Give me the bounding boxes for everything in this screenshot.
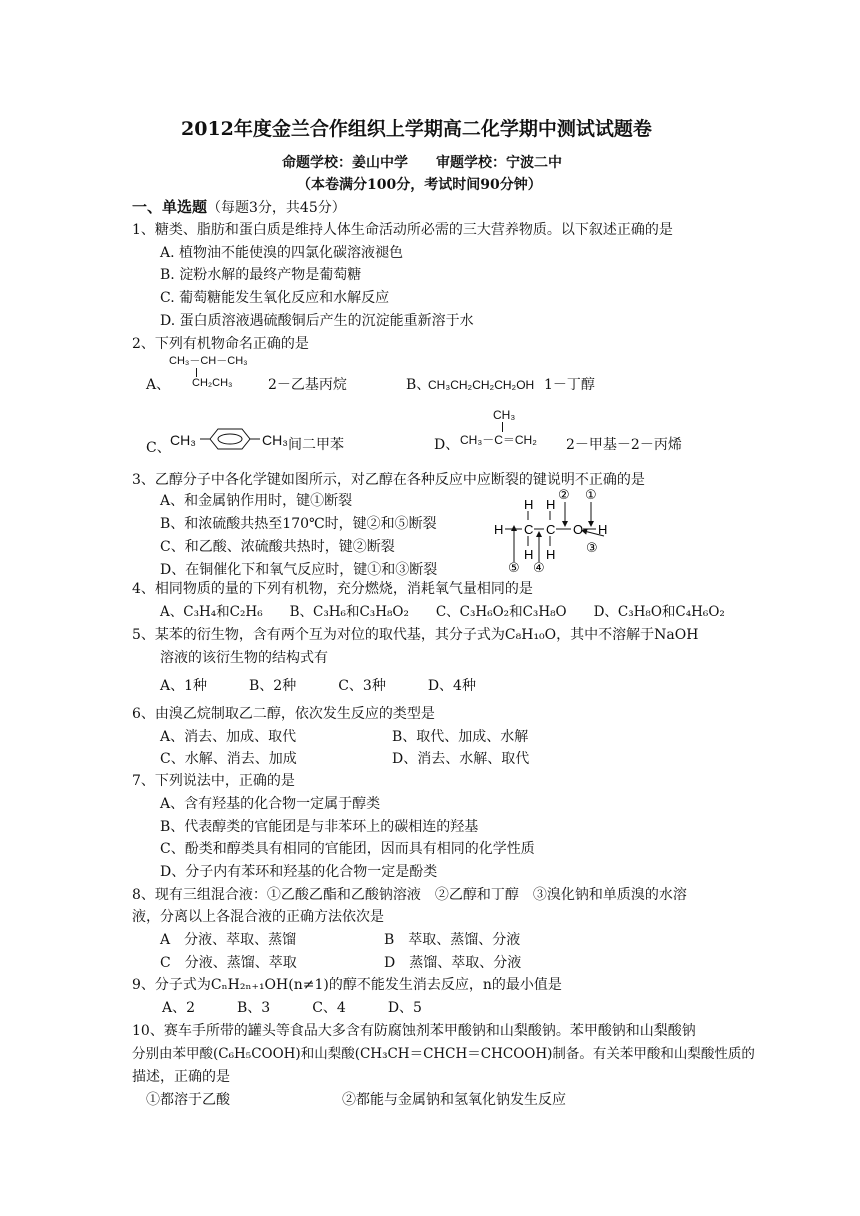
- q2-d-formula: CH₃－C＝CH₂: [460, 433, 537, 447]
- q8-stem-cont: 液，分离以上各混合液的正确方法依次是: [132, 909, 384, 925]
- q3-option-c: C、和乙酸、浓硫酸共热时，键②断裂: [160, 539, 395, 555]
- q8-option-d: D 蒸馏、萃取、分液: [384, 955, 522, 971]
- q8-option-a: A 分液、萃取、蒸馏: [160, 932, 297, 948]
- bond-number: ①: [585, 487, 597, 502]
- q10-stem: 10、赛车手所带的罐头等食品大多含有防腐蚀剂苯甲酸钠和山梨酸钠。苯甲酸钠和山梨酸钠: [132, 1023, 696, 1039]
- atom-c: C: [524, 522, 534, 537]
- q2-b-formula: CH₃CH₂CH₂CH₂OH: [428, 378, 535, 392]
- q2-a-branch-formula: CH₂CH₃: [192, 377, 233, 389]
- bond-number: ⑤: [508, 560, 520, 575]
- q3-option-d: D、在铜催化下和氧气反应时，键①和③断裂: [160, 562, 438, 578]
- section-title: 一、单选题: [132, 198, 208, 216]
- q10-stem-cont: 分别由苯甲酸(C₆H₅COOH)和山梨酸(CH₃CH＝CHCH＝CHCOOH)制备。有关苯甲酸和山梨酸性质的: [132, 1046, 755, 1062]
- atom-h: H: [494, 522, 504, 537]
- q2-d-name: 2－甲基－2－丙烯: [566, 437, 682, 453]
- benzene-ring-icon: [198, 426, 262, 452]
- q5-stem: 5、某苯的衍生物，含有两个互为对位的取代基，其分子式为C₈H₁₀O，其中不溶解于NaOH: [132, 627, 699, 643]
- q2-d-label: D、: [434, 437, 460, 453]
- q1-option-a: A. 植物油不能使溴的四氯化碳溶液褪色: [160, 245, 404, 261]
- q2-a-label: A、: [146, 377, 171, 393]
- q3-stem: 3、乙醇分子中各化学键如图所示，对乙醇在各种反应中应断裂的键说明不正确的是: [132, 472, 645, 488]
- q2-a-top-formula: CH₃－CH－CH₃: [169, 355, 248, 367]
- q7-stem: 7、下列说法中，正确的是: [132, 773, 295, 789]
- q2-c-name: 间二甲苯: [288, 437, 344, 453]
- q2-c-right-methyl: CH₃: [262, 432, 288, 448]
- q7-option-c: C、酚类和醇类具有相同的官能团，因而具有相同的化学性质: [160, 841, 535, 857]
- bond-number: ④: [533, 560, 545, 575]
- q1-option-d: D. 蛋白质溶液遇硫酸铜后产生的沉淀能重新溶于水: [160, 313, 474, 329]
- q2-a-branch-bond: [196, 368, 197, 377]
- atom-h: H: [598, 522, 608, 537]
- q1-stem: 1、糖类、脂肪和蛋白质是维持人体生命活动所必需的三大营养物质。以下叙述正确的是: [132, 222, 673, 238]
- q4-stem: 4、相同物质的量的下列有机物，充分燃烧，消耗氧气量相同的是: [132, 581, 533, 597]
- q7-option-b: B、代表醇类的官能团是与非苯环上的碳相连的羟基: [160, 819, 479, 835]
- q7-option-d: D、分子内有苯环和羟基的化合物一定是酚类: [160, 864, 438, 880]
- atom-o: O: [573, 522, 584, 537]
- q2-b-label: B、: [406, 377, 431, 393]
- section-note: （每题3分，共45分）: [207, 200, 346, 216]
- score-note: （本卷满分100分，考试时间90分钟）: [297, 177, 542, 193]
- q1-option-c: C. 葡萄糖能发生氧化反应和水解反应: [160, 290, 390, 306]
- q10-option-1: ①都溶于乙酸: [146, 1092, 230, 1108]
- q4-options: A、C₃H₄和C₂H₆ B、C₃H₆和C₃H₈O₂ C、C₃H₆O₂和C₃H₈O D、C₃H₈O和C₄H₆O₂: [160, 604, 725, 620]
- atom-h: H: [524, 497, 534, 512]
- ethanol-bond-diagram: [486, 484, 616, 576]
- bond-number: ②: [558, 487, 570, 502]
- q10-option-2: ②都能与金属钠和氢氧化钠发生反应: [342, 1092, 566, 1108]
- q7-option-a: A、含有羟基的化合物一定属于醇类: [160, 796, 381, 812]
- q2-d-methyl-bond: [502, 422, 503, 432]
- q8-option-b: B 萃取、蒸馏、分液: [384, 932, 521, 948]
- school-info: 命题学校：姜山中学 审题学校：宁波二中: [282, 155, 562, 171]
- q3-option-a: A、和金属钠作用时，键①断裂: [160, 493, 353, 509]
- q2-c-label: C、: [146, 440, 171, 456]
- q5-options: A、1种 B、2种 C、3种 D、4种: [160, 678, 476, 694]
- atom-c: C: [546, 522, 556, 537]
- q2-stem: 2、下列有机物命名正确的是: [132, 336, 309, 352]
- q6-stem: 6、由溴乙烷制取乙二醇，依次发生反应的类型是: [132, 706, 435, 722]
- q6-option-d: D、消去、水解、取代: [392, 751, 530, 767]
- q1-option-b: B. 淀粉水解的最终产物是葡萄糖: [160, 267, 362, 283]
- q2-d-top-methyl: CH₃: [493, 408, 516, 422]
- bond-number: ③: [586, 540, 598, 555]
- q3-option-b: B、和浓硫酸共热至170℃时，键②和⑤断裂: [160, 516, 437, 532]
- atom-h: H: [524, 547, 534, 562]
- q2-b-name: 1－丁醇: [544, 377, 595, 393]
- q9-stem: 9、分子式为CₙH₂ₙ₊₁OH(n≠1)的醇不能发生消去反应，n的最小值是: [132, 977, 562, 993]
- q8-stem: 8、现有三组混合液：①乙酸乙酯和乙酸钠溶液 ②乙醇和丁醇 ③溴化钠和单质溴的水溶: [132, 887, 687, 903]
- q5-stem-cont: 溶液的该衍生物的结构式有: [160, 650, 328, 666]
- q6-option-c: C、水解、消去、加成: [160, 751, 297, 767]
- atom-h: H: [546, 547, 556, 562]
- q2-c-left-methyl: CH₃: [170, 432, 196, 448]
- q9-options: A、2 B、3 C、4 D、5: [162, 1000, 422, 1016]
- q8-option-c: C 分液、蒸馏、萃取: [160, 955, 297, 971]
- q2-a-name: 2－乙基丙烷: [268, 377, 347, 393]
- q6-option-a: A、消去、加成、取代: [160, 729, 297, 745]
- section-heading: [132, 198, 346, 217]
- atom-h: H: [546, 497, 556, 512]
- page-title: 2012年度金兰合作组织上学期高二化学期中测试试题卷: [181, 118, 652, 140]
- q10-stem-end: 描述，正确的是: [132, 1069, 230, 1085]
- q6-option-b: B、取代、加成、水解: [392, 729, 529, 745]
